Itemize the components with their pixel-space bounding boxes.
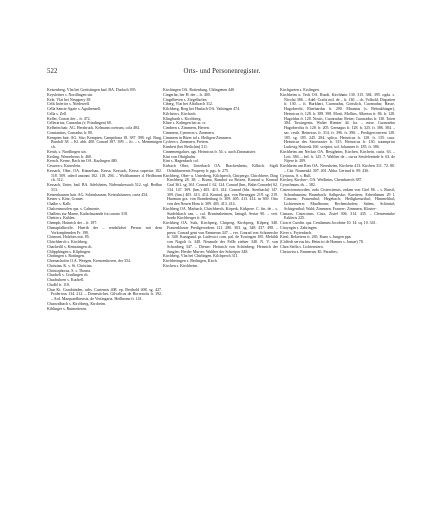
index-entry: Kiezl, Bekretens fr. 265. Kuno s. Jungen ppa. [280,234,352,240]
index-entry: Challens zur Marne, Katholaurande fra conaio 318. [47,210,128,216]
index-entry: Kelheim bair. AG. Hersbruck. Kelmann ocetrum, cola 484. [47,125,140,130]
index-entry: Kirchberg OA. Marbach, Chirchberch, Kirperk, Kirkpere. C. ftn. de – s. Stadelsbach can. – col. Bruninsheimen, Janagil, Sertar 90. – veit. bordo Kirchberger fr. 86. [163,205,278,221]
index-entry: Keisenberg, Vlat bei Grettstingen bad. BA. Durlach 395. [47,88,137,92]
index-entry: Kiver s. Frytenbach. [280,229,313,235]
index-entry: Chlipphingen s. Klipfingen. [47,248,91,254]
index-entry: Churwalbach s. Kirchberg, Kircheim. [47,300,107,306]
index-entry: Clariavira s. Emmeran, Kl. Paradies; [280,248,338,254]
index-entry: Cisnaus, Cistercium, Cistz, Zisiel 306. 314. 435. – Clemenzinke Exkleris 225. [280,210,395,221]
index-entry: Cellerarius, Cunradus (v. Frindingen) 60. [47,120,112,126]
index-entry: Chucheli s. Grutlingen ch. [47,272,89,278]
index-entry: Chalcenmoolen cpa. s. Calmonte. [47,205,100,211]
index-entry: Kirchberg, Vlat bei Chirlingen, Kilchperch 311. [163,253,239,259]
index-entry: Kempten bair. AG. Sitz; Kempten, Campidona 18. 387. 398. vgl. Burg, Burdolf 38. – Kl. abb. 400. Conrad 397. 399. – Jo. – s. Memmingen ch. [47,134,162,149]
index-column-3 [280,88,395,503]
index-column-1 [47,88,162,503]
index-entry: Keysleiner s. Nordlingen sin. [47,91,94,97]
index-entry: Kerling, Werneberus fr. 460. [47,153,92,159]
index-entry: Kirchberg OA. Sulz, Kirchperg, Chirperg, Kirchperg, Kilperg 348. Frauenkloster Predigerordens 121. 280. 303. sg. 348. 437. 498. – preza. Conrad gent von Emmeran 347. – ver. Conrad von Schonerche fr. 348. Kunigund, pr. Ludewici com. pal. de Tuwingen 185. Mehildi von Nagolt fr. 348. Neumale der Fellb ziehter 348. N. V. von Schonberg 347. – Diener: Heinrich von Schönberg; Heinrich der Jungfer; Herder Murrer; Walther der Schreiper 348. [163,220,278,254]
index-entry: Constantius, Conradus fr. 80. [47,129,93,135]
index-entry: Cella Sancte Agate s. Agathenzell. [47,106,102,111]
index-entry: Kilchein s. Kirchach. [163,110,197,116]
index-entry: Cion et Cuedin. cpa. Centlanum Jocobine 10. 14. sq. 10. 341. [280,220,377,225]
index-entry: Chalbe s. Kalb. [47,201,72,206]
index-entry: Cesarea s. Kaiserlein. [47,163,82,168]
index-entry: Cimmern, Cymeron s. Zimmern. [163,129,215,135]
page-title: Orts- und Personenregister. [183,68,261,75]
index-entry: Cells Inferior s. Niederzell. [47,101,90,107]
index-entry: Kirchen s. Kirchheim. [163,262,198,268]
index-entry: Cella s. Zell. [47,110,68,116]
index-entry: Kirchey, Kircher-, OA. Weilheim, Chernbaerch 387. [280,177,363,183]
index-entry: Kirchberingen s. Berlingen, Kirch. [163,258,218,263]
index-entry: Cinnemengaluer, ags. Heinricus fr. 54. s. auch Zinsmaister. [163,148,256,154]
index-entry: Kline s. Kalingen bei ar. cr. [163,120,207,126]
index-entry: Keller, Conrat der – fr. 472. [47,115,91,121]
page-number: 522 [47,68,58,75]
index-entry: (Cidfedt servus bts. Heinrici de Hannes s. Jamae) 78. [280,239,364,244]
index-entry: Cyriacus, S. s. Bull. [280,172,312,178]
index-entry: Chur Kt. Graubünden, urbs. Curiensis 408. ep. Berthold 408. sg. 427. Fridericus 134. 212. – Domestiches. Gilvalicas de Horrenciis fr. 192. – Ard. Marquardhiensis, de Vertingaria. Heilbronn fr. 141. [47,286,162,301]
index-entry: Kirchingen OA. Rottenburg, Chlingenen 440. [163,88,235,92]
index-entry: Christian, K. s. St. Christian. [47,262,93,268]
index-entry: Chrenachofen O.A. Weegen, Krenzenhoven, der 354. [47,258,132,263]
index-entry: Kiblinger s. Ruimetteren. [47,305,88,311]
index-entry: Cyclern s. Zimmern, Freiern. [163,139,209,145]
index-entry: Cimmern in Bürer tal s. Heiligen-Zimmern. [163,134,232,140]
index-entry: Kele, Vlat bei Neuppery 38. [47,96,92,102]
index-entry: Christophorus, S. s. Thoma. [47,267,92,273]
index-entry: Cimbern s. Zimmern, Herren. [163,125,210,130]
index-entry: Kimbert (bei Berlichin) 311. [163,144,208,149]
index-entry: Chrttingen s. Rottingen. [47,253,85,259]
index-entry: Cistercienserorden, ordo Cisterciensis, ordam von Citel 86. – s. Bursil; Schonbaunim; Brumbach; Salbprsko; Kaeitern; Erbeiihimm 29 l. Cimonz; Frauenthal; Hegebach; Heiligkreuzthal; Himmelthal; Lichtenstern; Maulbronn; Rechenshofen; Salem; Schöntal; Schirgenthal; Wald; Zimmern, Frauen-; Zimmern, Kloster-. [280,186,395,211]
index-entry: Chulbl fr. 110. [47,281,70,287]
index-entry: Chemph, Hainrich der – fr. 187. [47,220,98,225]
index-entry: Ketzenhausen bair. AG. Schönhausen, Ketzishäusern, curia 454. [47,191,149,197]
index-entry: Kessach, Ober, OA. Künzelsau, Kessa, Kessach, Kessa superius 102. 118. 509. oderd anzinni 102. 118. 294. – Wolfhammer d. Heilbronn ch. 312. [47,167,162,183]
index-entry: Clara Stella s. Lichtenstern. [280,243,324,249]
index-entry: Chenapfalbroffe, Haerib der – rendalichei Person mit dem Vorkonphenden Fr. 190. [47,224,162,235]
page-header [47,68,397,80]
index-entry: Ciberg, Vlat bei Affaltrach 312. [163,101,213,107]
index-entry: Kirchheim am Neckar OA. Besigheim, Kirchen, Kirchein, curia. 63. – Loit. 384. – bel. fr. 125. 7. Walther de – curva Seisfeleninde fr. 63. de Nijere fr. 209. [280,148,395,164]
index-entry: Cyruchnum, ds. – 382. [280,182,316,187]
index-entry: Kilchberg, Berg bei Haslach OA. Vaihingen 474. [163,106,241,111]
index-entry: Klingbarth s. Kirchberg. [163,115,202,121]
index-entry: Chettin s. Kahlen. [47,215,76,221]
index-entry: Kint von Obrighalm. [163,153,196,159]
index-entry: Kirbach Ober, Unterbach OA. Brackenheim, Kilbich. Sigili Ochsbhuerenis Property fr. pgs. fr. 275. [163,163,278,173]
index-entry: Citoyngin s. Zahringen. [280,224,318,230]
index-column-2 [163,88,278,503]
index-entry: Kersch, Kerne, Bach im OA. Kazlingen 480. [47,158,118,164]
index-entry: Kint s. Hagenbach col. [163,158,199,164]
index-entry: Kerah, s. Nordlingen sin. [47,148,87,154]
index-entry: Chirnoni, Holzbirs mit. 85. [47,234,90,240]
index-entry: Chirchberch s. Kirchberg. [47,239,88,244]
index-entry: Cingelbeven s. Ziegelhofen. [163,96,208,102]
index-entry: Kessach, Unter, bad. BA. Adelsheim, Nideraskessach 512. vgl. Bedbar 313. [47,182,162,192]
index-entry: Chacketlil s. Kennaingen ch. [47,243,93,249]
index-entry: Cingerlar, her H. der – fr. 400. [163,91,211,97]
index-entry: Kirchheim am Ries OA. Neresheim, Kirchein 413. Kirchen 311. 72. 80. – Cist. Nonnenkl. 307. 401. Abba. Gertrud fr. 89. 436. [280,163,395,173]
index-entry: Ketzer s. Kötz, Gruner. [47,196,84,202]
index-entry: Chuchuhren s. Kuchell. [47,277,85,282]
index-entry: Kirchberg, Ober- u. Unterberg, Kilchperch, Chirpergo, Chirchbere, Darg Kirchberg 28. 38. – Bruno, Rambof zu Brixen, Konrad u. Konrad Graf 361. sg. 361. Conrad J. 62. 124. Conrad (bm., Bahn Conrade) 62. 134. 147. 309. (bm.) 405. 413. 414. Conrad (bhs. Stertbacht) 147. 309. (bm.) 405. 413. 414. Konrad, gra. von Bernegger 219. sg. 219. Hartman gra. von Brandenburg fr. 309. 405. 413. 414. tn 369. Otto von den Neuen Hom fr. 309. 405. 413. 414. [163,172,278,206]
index-entry: Kirchgarten s. Esslingen. [280,88,320,92]
index-entry: Kirchheim u. Teck OA. Rusdi, Kirchhain 130. 315. 384. 395. ogda. s. Nicolai 386. – Adel: Crafts mil. de – fr. 130. – ch. Volbold, Dispatten fr. 130. – ft. Burkhart, Cuonradus, Gottslich, Cuonradus; Hasse, Hugobrecht, Eberhardus fr. 290. Maunius (s. Bebrakhinger), Heinricus fr. 128. fr. 389. 398. Morit, Mollins, Albertus fr. 86. fr. 128. Hugoldus fr. 128. Nostic, Cuonradus; Reiter, Cuonradus fr. 130. Toten 384. Tuwingenis, Walter Rienier 44. fra. – mise. Cuonradus Hugobrechts fr. 128. fr. 205. Gernagus fr. 128. fr. 325. fr. 386. 384. – sac. resth. Heinricus fr. 314. fr. 396. fr. 396. – Predigerconvent 128. 185. sg. 185. 245. 284. splica. Heinricus fr. 128. fr. 135. cura. Heinricus des Stroeaoster fr. 315. Heinricus fr. 130. sotamprior Ludovig Sbitorsk 160. scriptor, sol. Johannes fr. 185. fr. 386. [280,91,395,149]
